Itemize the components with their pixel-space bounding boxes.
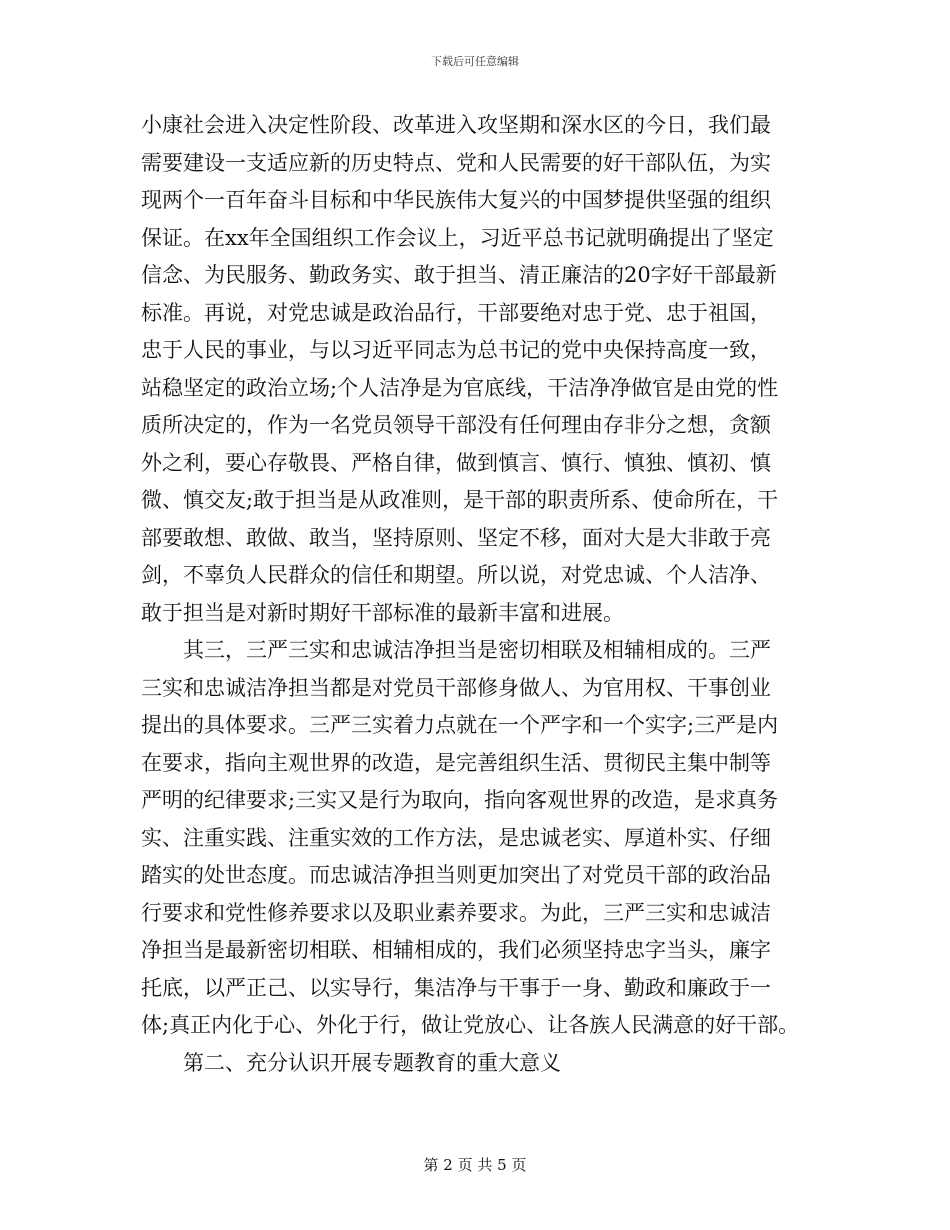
body-line: 标准。再说，对党忠诚是政治品行，干部要绝对忠于党、忠于祖国， (141, 300, 771, 325)
body-line: 站稳坚定的政治立场;个人洁净是为官底线，干洁净净做官是由党的性 (141, 375, 779, 400)
body-line: 需要建设一支适应新的历史特点、党和人民需要的好干部队伍，为实 (141, 150, 771, 175)
section-heading: 第二、充分认识开展专题教育的重大意义 (141, 1050, 561, 1075)
body-line: 提出的具体要求。三严三实着力点就在一个严字和一个实字;三严是内 (141, 713, 779, 737)
body-line: 体;真正内化于心、外化于行，做让党放心、让各族人民满意的好干部。 (141, 1013, 800, 1037)
body-line: 其三，三严三实和忠诚洁净担当是密切相联及相辅相成的。三严 (141, 638, 771, 662)
body-line: 忠于人民的事业，与以习近平同志为总书记的党中央保持高度一致， (141, 338, 771, 362)
body-line: 微、慎交友;敢于担当是从政准则，是干部的职责所系、使命所在，干 (141, 488, 779, 512)
body-line: 严明的纪律要求;三实又是行为取向，指向客观世界的改造，是求真务 (141, 788, 779, 812)
body-line: 保证。在xx年全国组织工作会议上，习近平总书记就明确提出了坚定 (141, 225, 774, 250)
body-line: 托底，以严正己、以实导行，集洁净与干事于一身、勤政和廉政于一 (141, 975, 771, 1000)
body-line: 踏实的处世态度。而忠诚洁净担当则更加突出了对党员干部的政治品 (141, 863, 771, 887)
body-line: 信念、为民服务、勤政务实、敢于担当、清正廉洁的20字好干部最新 (141, 263, 777, 287)
body-line: 质所决定的，作为一名党员领导干部没有任何理由存非分之想，贪额 (141, 413, 771, 437)
body-line: 在要求，指向主观世界的改造，是完善组织生活、贯彻民主集中制等 (141, 750, 771, 775)
body-line: 小康社会进入决定性阶段、改革进入攻坚期和深水区的今日，我们最 (141, 113, 771, 137)
page-header: 下载后可任意编辑 (431, 55, 519, 68)
body-line: 现两个一百年奋斗目标和中华民族伟大复兴的中国梦提供坚强的组织 (141, 188, 771, 212)
body-line: 外之利，要心存敬畏、严格自律，做到慎言、慎行、慎独、慎初、慎 (141, 450, 771, 475)
body-line: 实、注重实践、注重实效的工作方法，是忠诚老实、厚道朴实、仔细 (141, 825, 771, 850)
body-line: 行要求和党性修养要求以及职业素养要求。为此，三严三实和忠诚洁 (141, 900, 771, 925)
body-line: 净担当是最新密切相联、相辅相成的，我们必须坚持忠字当头，廉字 (141, 938, 771, 962)
body-line: 剑，不辜负人民群众的信任和期望。所以说，对党忠诚、个人洁净、 (141, 563, 771, 587)
body-line: 部要敢想、敢做、敢当，坚持原则、坚定不移，面对大是大非敢于亮 (141, 525, 771, 550)
document-body (141, 107, 811, 1082)
body-line: 三实和忠诚洁净担当都是对党员干部修身做人、为官用权、干事创业 (141, 675, 771, 700)
body-line: 敢于担当是对新时期好干部标准的最新丰富和进展。 (141, 600, 624, 625)
page-number: 第 2 页 共 5 页 (423, 1156, 527, 1174)
